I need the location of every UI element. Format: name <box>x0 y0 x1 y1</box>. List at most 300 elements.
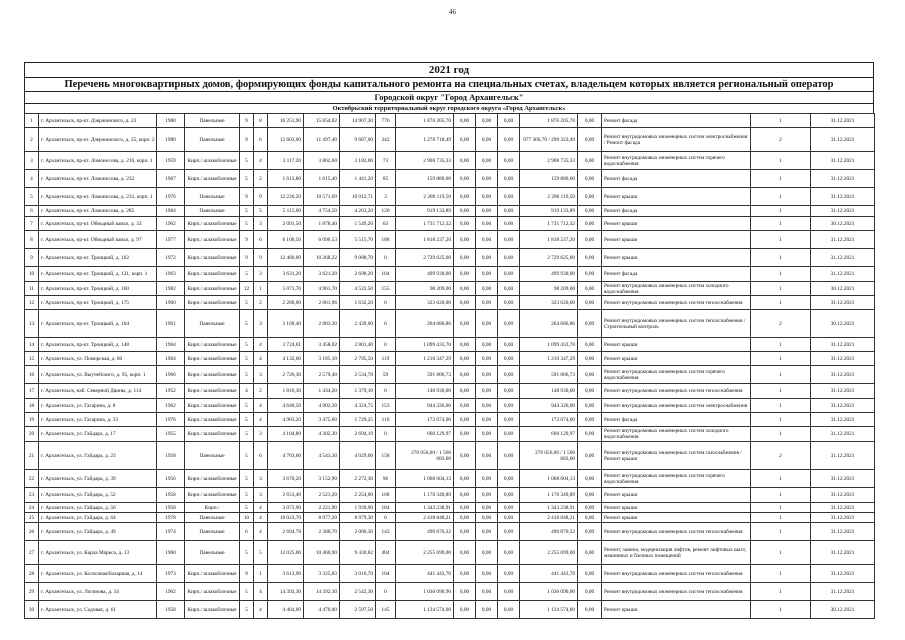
total-area-cell: 12 460,00 <box>268 249 304 267</box>
residents-cell: 110 <box>376 413 396 427</box>
row-number: 17 <box>25 384 39 399</box>
entrances-cell: 6 <box>254 231 268 249</box>
work-type-cell: Ремонт фасада <box>602 114 751 128</box>
deadline-cell: 31.12.2021 <box>811 399 875 413</box>
deadline-cell: 31.12.2021 <box>811 170 875 188</box>
address-cell: г. Архангельск, ул. Гайдара, д. 56 <box>39 503 157 513</box>
residents-cell: 145 <box>376 601 396 619</box>
other-funds-cell: 0,00 <box>578 249 602 267</box>
wall-material-cell: Кирп./ шлакоблочные <box>185 152 240 170</box>
total-cost-cell: 490 870,32 <box>396 523 454 541</box>
wall-material-cell: Панельные <box>185 310 240 338</box>
owners-funds-cell: 660 129,97 <box>520 427 578 442</box>
row-number: 16 <box>25 366 39 384</box>
total-area-cell: 6 100,50 <box>268 231 304 249</box>
other-funds-cell: 0,00 <box>578 583 602 601</box>
address-cell: г. Архангельск, пр-кт. Троицкий, д. 160 <box>39 282 157 296</box>
entrances-cell: 4 <box>254 503 268 513</box>
floors-cell: 5 <box>240 399 254 413</box>
work-type-cell: Ремонт фасада <box>602 170 751 188</box>
living-area-cell: 3 621,20 <box>304 267 340 282</box>
address-cell: г. Архангельск, ул. Карла Маркса, д. 13 <box>39 541 157 565</box>
address-cell: г. Архангельск, ул. Гагарина, д. 33 <box>39 413 157 427</box>
living-area-cell: 1 434,20 <box>304 384 340 399</box>
address-cell: г. Архангельск, ул. Гайдара, д. 39 <box>39 470 157 488</box>
address-cell: г. Архангельск, пр-кт. Дзержинского, д. 23 <box>39 114 157 128</box>
residential-area-cell: 2 801,40 <box>340 338 376 352</box>
table-row <box>25 583 875 601</box>
residential-area-cell: 2 698,20 <box>340 267 376 282</box>
wall-material-cell: Кирп./ шлакоблочные <box>185 399 240 413</box>
deadline-cell: 31.12.2021 <box>811 114 875 128</box>
local-budget-cell: 0,00 <box>498 583 520 601</box>
year-cell: 1974 <box>157 523 185 541</box>
owners-funds-cell: 276 056,00 / 1 566 683,00 <box>520 442 578 470</box>
document-sheet <box>24 62 874 619</box>
owners-funds-cell: 2 729 625,00 <box>520 249 578 267</box>
fund-cell: 0,00 <box>454 366 476 384</box>
residential-area-cell: 10 012,71 <box>340 188 376 206</box>
year-cell: 1962 <box>157 399 185 413</box>
local-budget-cell: 0,00 <box>498 513 520 523</box>
owners-funds-cell: 323 620,00 <box>520 296 578 310</box>
floors-cell: 12 <box>240 282 254 296</box>
owners-funds-cell: 1 210 347,29 <box>520 352 578 366</box>
deadline-cell: 31.12.2021 <box>811 366 875 384</box>
work-count-cell: 1 <box>751 523 811 541</box>
deadline-cell: 30.12.2021 <box>811 310 875 338</box>
owners-funds-cell: 1 036 090,90 <box>520 583 578 601</box>
residents-cell: 119 <box>376 352 396 366</box>
floors-cell: 5 <box>240 170 254 188</box>
total-cost-cell: 2 418 848,21 <box>396 513 454 523</box>
wall-material-cell: Кирп./ <box>185 503 240 513</box>
owners-funds-cell: 919 133,89 <box>520 206 578 217</box>
living-area-cell: 4 302,30 <box>304 427 340 442</box>
other-funds-cell: 0,00 <box>578 442 602 470</box>
wall-material-cell: Панельные <box>185 188 240 206</box>
other-funds-cell: 0,00 <box>578 267 602 282</box>
other-funds-cell: 0,00 <box>578 128 602 152</box>
work-type-cell: Ремонт крыши <box>602 503 751 513</box>
total-area-cell: 4 640,50 <box>268 399 304 413</box>
total-cost-cell: 2 280 119,50 <box>396 188 454 206</box>
document-title: Перечень многоквартирных домов, формирующих фонды капитального ремонта на специальных счетах, владельцем которых является региональный оператор <box>24 77 874 91</box>
floors-cell: 4 <box>240 384 254 399</box>
total-area-cell: 2 280,00 <box>268 296 304 310</box>
wall-material-cell: Кирп./ шлакоблочные <box>185 488 240 503</box>
other-funds-cell: 0,00 <box>578 523 602 541</box>
work-type-cell: Ремонт внутридомовых инженерных систем горячего водоснабжения <box>602 470 751 488</box>
residential-area-cell: 2 597,50 <box>340 601 376 619</box>
entrances-cell: 3 <box>254 267 268 282</box>
total-area-cell: 10 023,70 <box>268 513 304 523</box>
living-area-cell: 3 152,90 <box>304 470 340 488</box>
total-area-cell: 2 694,78 <box>268 523 304 541</box>
residential-area-cell: 3 016,70 <box>340 565 376 583</box>
local-budget-cell: 0,00 <box>498 217 520 231</box>
deadline-cell: 30.12.2021 <box>811 282 875 296</box>
residential-area-cell: 4 263,20 <box>340 206 376 217</box>
fund-cell: 0,00 <box>454 442 476 470</box>
fund-cell: 0,00 <box>454 249 476 267</box>
table-row <box>25 296 875 310</box>
residential-area-cell: 2 694,19 <box>340 427 376 442</box>
work-count-cell: 1 <box>751 427 811 442</box>
fund-cell: 0,00 <box>454 267 476 282</box>
residents-cell: 0 <box>376 427 396 442</box>
residents-cell: 85 <box>376 170 396 188</box>
address-cell: г. Архангельск, ул. Гайдара, д. 23 <box>39 442 157 470</box>
total-area-cell: 3 100,40 <box>268 310 304 338</box>
budget-cell: 0,00 <box>476 442 498 470</box>
residents-cell: 484 <box>376 541 396 565</box>
budget-cell: 0,00 <box>476 488 498 503</box>
fund-cell: 0,00 <box>454 296 476 310</box>
residents-cell: 104 <box>376 565 396 583</box>
work-count-cell: 1 <box>751 114 811 128</box>
local-budget-cell: 0,00 <box>498 206 520 217</box>
owners-funds-cell: 1 876 205,70 <box>520 114 578 128</box>
residential-area-cell: 9 088,70 <box>340 249 376 267</box>
deadline-cell: 31.12.2021 <box>811 470 875 488</box>
row-number: 9 <box>25 249 39 267</box>
work-type-cell: Ремонт внутридомовых инженерных систем электроснабжения / Ремонт фасада <box>602 128 751 152</box>
owners-funds-cell: 1 818 237,20 <box>520 231 578 249</box>
row-number: 14 <box>25 338 39 352</box>
local-budget-cell: 0,00 <box>498 413 520 427</box>
entrances-cell: 4 <box>254 399 268 413</box>
fund-cell: 0,00 <box>454 427 476 442</box>
local-budget-cell: 0,00 <box>498 170 520 188</box>
year-cell: 1982 <box>157 282 185 296</box>
year-heading: 2021 год <box>24 62 874 77</box>
row-number: 30 <box>25 601 39 619</box>
total-area-cell: 12 603,00 <box>268 128 304 152</box>
deadline-cell: 31.12.2021 <box>811 523 875 541</box>
work-count-cell: 1 <box>751 152 811 170</box>
table-row <box>25 601 875 619</box>
local-budget-cell: 0,00 <box>498 470 520 488</box>
local-budget-cell: 0,00 <box>498 352 520 366</box>
local-budget-cell: 0,00 <box>498 310 520 338</box>
floors-cell: 10 <box>240 513 254 523</box>
fund-cell: 0,00 <box>454 231 476 249</box>
address-cell: г. Архангельск, пр-кт. Ломоносова, д. 232 <box>39 170 157 188</box>
residents-cell: 0 <box>376 513 396 523</box>
residents-cell: 153 <box>376 399 396 413</box>
living-area-cell: 6 096,53 <box>304 231 340 249</box>
work-type-cell: Ремонт крыши <box>602 352 751 366</box>
table-row <box>25 413 875 427</box>
deadline-cell: 31.12.2021 <box>811 488 875 503</box>
address-cell: г. Архангельск, пр-кт. Дзержинского, д. 25, корп. 2 <box>39 128 157 152</box>
work-type-cell: Ремонт внутридомовых инженерных систем теплоснабжения <box>602 583 751 601</box>
deadline-cell: 31.12.2021 <box>811 152 875 170</box>
wall-material-cell: Кирп./ шлакоблочные <box>185 583 240 601</box>
work-count-cell: 1 <box>751 513 811 523</box>
total-area-cell: 14 392,30 <box>268 583 304 601</box>
budget-cell: 0,00 <box>476 231 498 249</box>
deadline-cell: 31.12.2021 <box>811 427 875 442</box>
total-cost-cell: 1 210 347,29 <box>396 352 454 366</box>
living-area-cell: 2 061,96 <box>304 296 340 310</box>
residential-area-cell: 2 542,30 <box>340 583 376 601</box>
other-funds-cell: 0,00 <box>578 217 602 231</box>
residential-area-cell: 9 430,82 <box>340 541 376 565</box>
total-area-cell: 2 653,40 <box>268 488 304 503</box>
table-row <box>25 352 875 366</box>
work-type-cell: Ремонт внутридомовых инженерных систем электроснабжения <box>602 399 751 413</box>
residents-cell: 158 <box>376 442 396 470</box>
living-area-cell: 3 475,60 <box>304 413 340 427</box>
owners-funds-cell: 1 170 349,89 <box>520 488 578 503</box>
total-cost-cell: 1 876 205,70 <box>396 114 454 128</box>
living-area-cell: 8 977,39 <box>304 513 340 523</box>
residents-cell: 188 <box>376 231 396 249</box>
other-funds-cell: 0,00 <box>578 170 602 188</box>
floors-cell: 5 <box>240 152 254 170</box>
budget-cell: 0,00 <box>476 114 498 128</box>
residents-cell: 0 <box>376 296 396 310</box>
budget-cell: 0,00 <box>476 267 498 282</box>
total-area-cell: 3 613,90 <box>268 565 304 583</box>
budget-cell: 0,00 <box>476 217 498 231</box>
residential-area-cell: 4 029,00 <box>340 442 376 470</box>
fund-cell: 0,00 <box>454 503 476 513</box>
row-number: 23 <box>25 488 39 503</box>
residential-area-cell: 4 324,75 <box>340 399 376 413</box>
total-area-cell: 3 073,90 <box>268 503 304 513</box>
local-budget-cell: 0,00 <box>498 338 520 352</box>
floors-cell: 5 <box>240 206 254 217</box>
table-row <box>25 384 875 399</box>
row-number: 11 <box>25 282 39 296</box>
entrances-cell: 6 <box>254 442 268 470</box>
fund-cell: 0,00 <box>454 310 476 338</box>
budget-cell: 0,00 <box>476 470 498 488</box>
entrances-cell: 1 <box>254 282 268 296</box>
work-count-cell: 2 <box>751 442 811 470</box>
fund-cell: 0,00 <box>454 170 476 188</box>
entrances-cell: 4 <box>254 583 268 601</box>
wall-material-cell: Панельные <box>185 128 240 152</box>
total-area-cell: 1 816,30 <box>268 384 304 399</box>
total-cost-cell: 441 443,70 <box>396 565 454 583</box>
total-cost-cell: 1 099 433,70 <box>396 338 454 352</box>
year-cell: 1963 <box>157 267 185 282</box>
address-cell: г. Архангельск, пр-кт. Троицкий, д. 175 <box>39 296 157 310</box>
row-number: 25 <box>25 513 39 523</box>
wall-material-cell: Кирп./ шлакоблочные <box>185 296 240 310</box>
work-count-cell: 2 <box>751 128 811 152</box>
row-number: 18 <box>25 399 39 413</box>
table-row <box>25 442 875 470</box>
floors-cell: 9 <box>240 188 254 206</box>
row-number: 4 <box>25 170 39 188</box>
work-count-cell: 1 <box>751 231 811 249</box>
work-count-cell: 1 <box>751 352 811 366</box>
table-row <box>25 217 875 231</box>
work-type-cell: Ремонт внутридомовых инженерных систем теплоснабжения / Строительный контроль <box>602 310 751 338</box>
owners-funds-cell: 159 880,00 <box>520 170 578 188</box>
year-cell: 1958 <box>157 601 185 619</box>
owners-funds-cell: 264 686,86 <box>520 310 578 338</box>
floors-cell: 5 <box>240 267 254 282</box>
address-cell: г. Архангельск, пр-кт. Троицкий, д. 102 <box>39 249 157 267</box>
row-number: 24 <box>25 503 39 513</box>
year-cell: 1972 <box>157 249 185 267</box>
local-budget-cell: 0,00 <box>498 188 520 206</box>
budget-cell: 0,00 <box>476 170 498 188</box>
living-area-cell: 11 497,40 <box>304 128 340 152</box>
total-cost-cell: 1 818 237,20 <box>396 231 454 249</box>
living-area-cell: 10 268,22 <box>304 249 340 267</box>
year-cell: 1976 <box>157 188 185 206</box>
local-budget-cell: 0,00 <box>498 282 520 296</box>
row-number: 2 <box>25 128 39 152</box>
budget-cell: 0,00 <box>476 352 498 366</box>
year-cell: 1959 <box>157 152 185 170</box>
fund-cell: 0,00 <box>454 565 476 583</box>
total-cost-cell: 1 731 712,32 <box>396 217 454 231</box>
address-cell: г. Архангельск, наб. Северной Двины, д. 114 <box>39 384 157 399</box>
deadline-cell: 31.12.2021 <box>811 442 875 470</box>
floors-cell: 5 <box>240 338 254 352</box>
floors-cell: 9 <box>240 231 254 249</box>
floors-cell: 6 <box>240 523 254 541</box>
total-cost-cell: 2 908 735,33 <box>396 152 454 170</box>
local-budget-cell: 0,00 <box>498 384 520 399</box>
address-cell: г. Архангельск, ул. Колхозная/Базарная, д. 14 <box>39 565 157 583</box>
local-budget-cell: 0,00 <box>498 565 520 583</box>
budget-cell: 0,00 <box>476 188 498 206</box>
table-row <box>25 541 875 565</box>
owners-funds-cell: 2 280 119,50 <box>520 188 578 206</box>
residential-area-cell: 1 379,10 <box>340 384 376 399</box>
entrances-cell: 3 <box>254 217 268 231</box>
work-type-cell: Ремонт фасада <box>602 267 751 282</box>
other-funds-cell: 0,00 <box>578 488 602 503</box>
year-cell: 1960 <box>157 296 185 310</box>
local-budget-cell: 0,00 <box>498 249 520 267</box>
work-type-cell: Ремонт внутридомовых инженерных систем горячего водоснабжения <box>602 152 751 170</box>
table-row <box>25 128 875 152</box>
work-count-cell: 1 <box>751 170 811 188</box>
fund-cell: 0,00 <box>454 488 476 503</box>
budget-cell: 0,00 <box>476 366 498 384</box>
work-type-cell: Ремонт крыши <box>602 601 751 619</box>
fund-cell: 0,00 <box>454 583 476 601</box>
table-row <box>25 523 875 541</box>
living-area-cell: 1 615,40 <box>304 170 340 188</box>
work-count-cell: 1 <box>751 503 811 513</box>
local-budget-cell: 0,00 <box>498 442 520 470</box>
wall-material-cell: Кирп./ шлакоблочные <box>185 366 240 384</box>
owners-funds-cell: 2 908 735,33 <box>520 152 578 170</box>
owners-funds-cell: 98 209,00 <box>520 282 578 296</box>
owners-funds-cell: 1 343 238,91 <box>520 503 578 513</box>
total-cost-cell: 148 930,00 <box>396 384 454 399</box>
work-count-cell: 1 <box>751 338 811 352</box>
row-number: 15 <box>25 352 39 366</box>
residents-cell: 3 <box>376 188 396 206</box>
owners-funds-cell: 172 074,00 <box>520 413 578 427</box>
entrances-cell: 4 <box>254 352 268 366</box>
table-row <box>25 249 875 267</box>
other-funds-cell: 0,00 <box>578 565 602 583</box>
residents-cell: 143 <box>376 523 396 541</box>
local-budget-cell: 0,00 <box>498 601 520 619</box>
total-area-cell: 2 726,30 <box>268 366 304 384</box>
other-funds-cell: 0,00 <box>578 513 602 523</box>
work-type-cell: Ремонт внутридомовых инженерных систем теплоснабжения <box>602 523 751 541</box>
fund-cell: 0,00 <box>454 541 476 565</box>
entrances-cell: 8 <box>254 114 268 128</box>
budget-cell: 0,00 <box>476 583 498 601</box>
work-count-cell: 1 <box>751 249 811 267</box>
table-row <box>25 231 875 249</box>
deadline-cell: 31.12.2021 <box>811 128 875 152</box>
work-count-cell: 1 <box>751 565 811 583</box>
row-number: 28 <box>25 565 39 583</box>
row-number: 3 <box>25 152 39 170</box>
total-cost-cell: 660 129,97 <box>396 427 454 442</box>
residents-cell: 184 <box>376 503 396 513</box>
owners-funds-cell: 1 099 433,70 <box>520 338 578 352</box>
row-number: 26 <box>25 523 39 541</box>
residential-area-cell: 1 441,20 <box>340 170 376 188</box>
table-row <box>25 206 875 217</box>
budget-cell: 0,00 <box>476 601 498 619</box>
work-count-cell: 1 <box>751 384 811 399</box>
budget-cell: 0,00 <box>476 427 498 442</box>
residents-cell: 0 <box>376 338 396 352</box>
living-area-cell: 15 854,82 <box>304 114 340 128</box>
residential-area-cell: 2 000,30 <box>340 523 376 541</box>
work-count-cell: 1 <box>751 583 811 601</box>
work-count-cell: 1 <box>751 601 811 619</box>
deadline-cell: 31.12.2021 <box>811 249 875 267</box>
fund-cell: 0,00 <box>454 338 476 352</box>
residential-area-cell: 9 687,00 <box>340 128 376 152</box>
address-cell: г. Архангельск, ул. Садовая, д. 61 <box>39 601 157 619</box>
address-cell: г. Архангельск, ул. Гайдара, д. 64 <box>39 513 157 523</box>
total-area-cell: 3 724,61 <box>268 338 304 352</box>
deadline-cell: 31.12.2021 <box>811 188 875 206</box>
deadline-cell: 31.12.2021 <box>811 296 875 310</box>
budget-cell: 0,00 <box>476 282 498 296</box>
year-cell: 1967 <box>157 170 185 188</box>
total-cost-cell: 1 134 574,00 <box>396 601 454 619</box>
total-cost-cell: 499 930,00 <box>396 267 454 282</box>
residential-area-cell: 1 632,20 <box>340 296 376 310</box>
floors-cell: 5 <box>240 427 254 442</box>
local-budget-cell: 0,00 <box>498 128 520 152</box>
entrances-cell: 3 <box>254 488 268 503</box>
floors-cell: 5 <box>240 442 254 470</box>
living-area-cell: 4 543,30 <box>304 442 340 470</box>
total-cost-cell: 323 620,00 <box>396 296 454 310</box>
fund-cell: 0,00 <box>454 352 476 366</box>
living-area-cell: 4 754,50 <box>304 206 340 217</box>
floors-cell: 5 <box>240 541 254 565</box>
year-cell: 1976 <box>157 413 185 427</box>
floors-cell: 5 <box>240 366 254 384</box>
table-body <box>25 114 875 619</box>
address-cell: г. Архангельск, ул. Гайдара, д. 52 <box>39 488 157 503</box>
floors-cell: 9 <box>240 128 254 152</box>
